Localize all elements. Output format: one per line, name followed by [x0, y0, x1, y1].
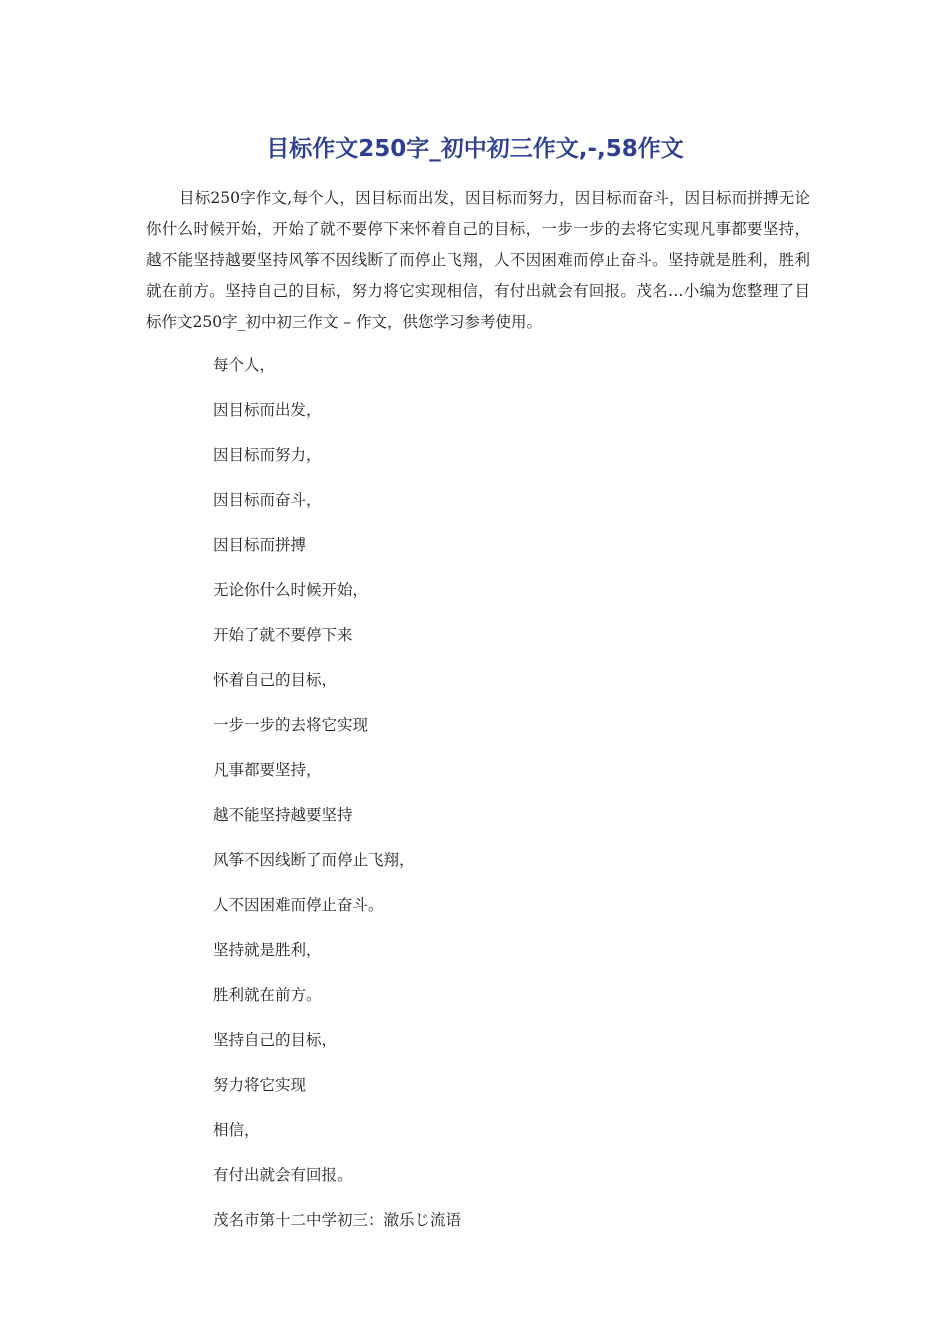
poem-line: 开始了就不要停下来	[213, 626, 353, 644]
poem-line: 一步一步的去将它实现	[213, 716, 369, 734]
poem-line: 凡事都要坚持，	[213, 761, 322, 779]
poem-line: 无论你什么时候开始，	[213, 581, 369, 599]
intro-paragraph: 目标250字作文,每个人，因目标而出发，因目标而努力，因目标而奋斗，因目标而拼搏无论你什么时候开始，开始了就不要停下来怀着自己的目标，一步一步的去将它实现凡事都要坚持，越不能坚持越要坚持风筝不因线断了而停止飞翔，人不因困难而停止奋斗。坚持就是胜利，胜利就在前方。坚持自己的目标，努力将它实现相信，有付出就会有回报。茂名…小编为您整理了目标作文250字_初中初三作文 – 作文，供您学习参考使用。	[146, 189, 810, 331]
document-title: 目标作文250字_初中初三作文,-,58作文	[266, 136, 684, 162]
poem-line: 因目标而出发，	[213, 401, 322, 419]
poem-line: 人不因困难而停止奋斗。	[213, 896, 384, 914]
poem-line: 怀着自己的目标，	[213, 671, 338, 689]
poem-line: 因目标而拼搏	[213, 536, 307, 554]
poem-line: 努力将它实现	[213, 1076, 307, 1094]
poem-line: 坚持自己的目标，	[213, 1031, 338, 1049]
poem-line: 因目标而努力，	[213, 446, 322, 464]
poem-line: 相信，	[213, 1121, 260, 1139]
poem-line: 因目标而奋斗，	[213, 491, 322, 509]
poem-line: 风筝不因线断了而停止飞翔，	[213, 851, 415, 869]
poem-line: 胜利就在前方。	[213, 986, 322, 1004]
poem-lines	[213, 350, 813, 1250]
poem-line: 越不能坚持越要坚持	[213, 806, 353, 824]
poem-line: 每个人，	[213, 356, 276, 374]
author-line: 茂名市第十二中学初三：澈乐じ流语	[213, 1211, 462, 1229]
poem-line: 有付出就会有回报。	[213, 1166, 353, 1184]
poem-line: 坚持就是胜利，	[213, 941, 322, 959]
